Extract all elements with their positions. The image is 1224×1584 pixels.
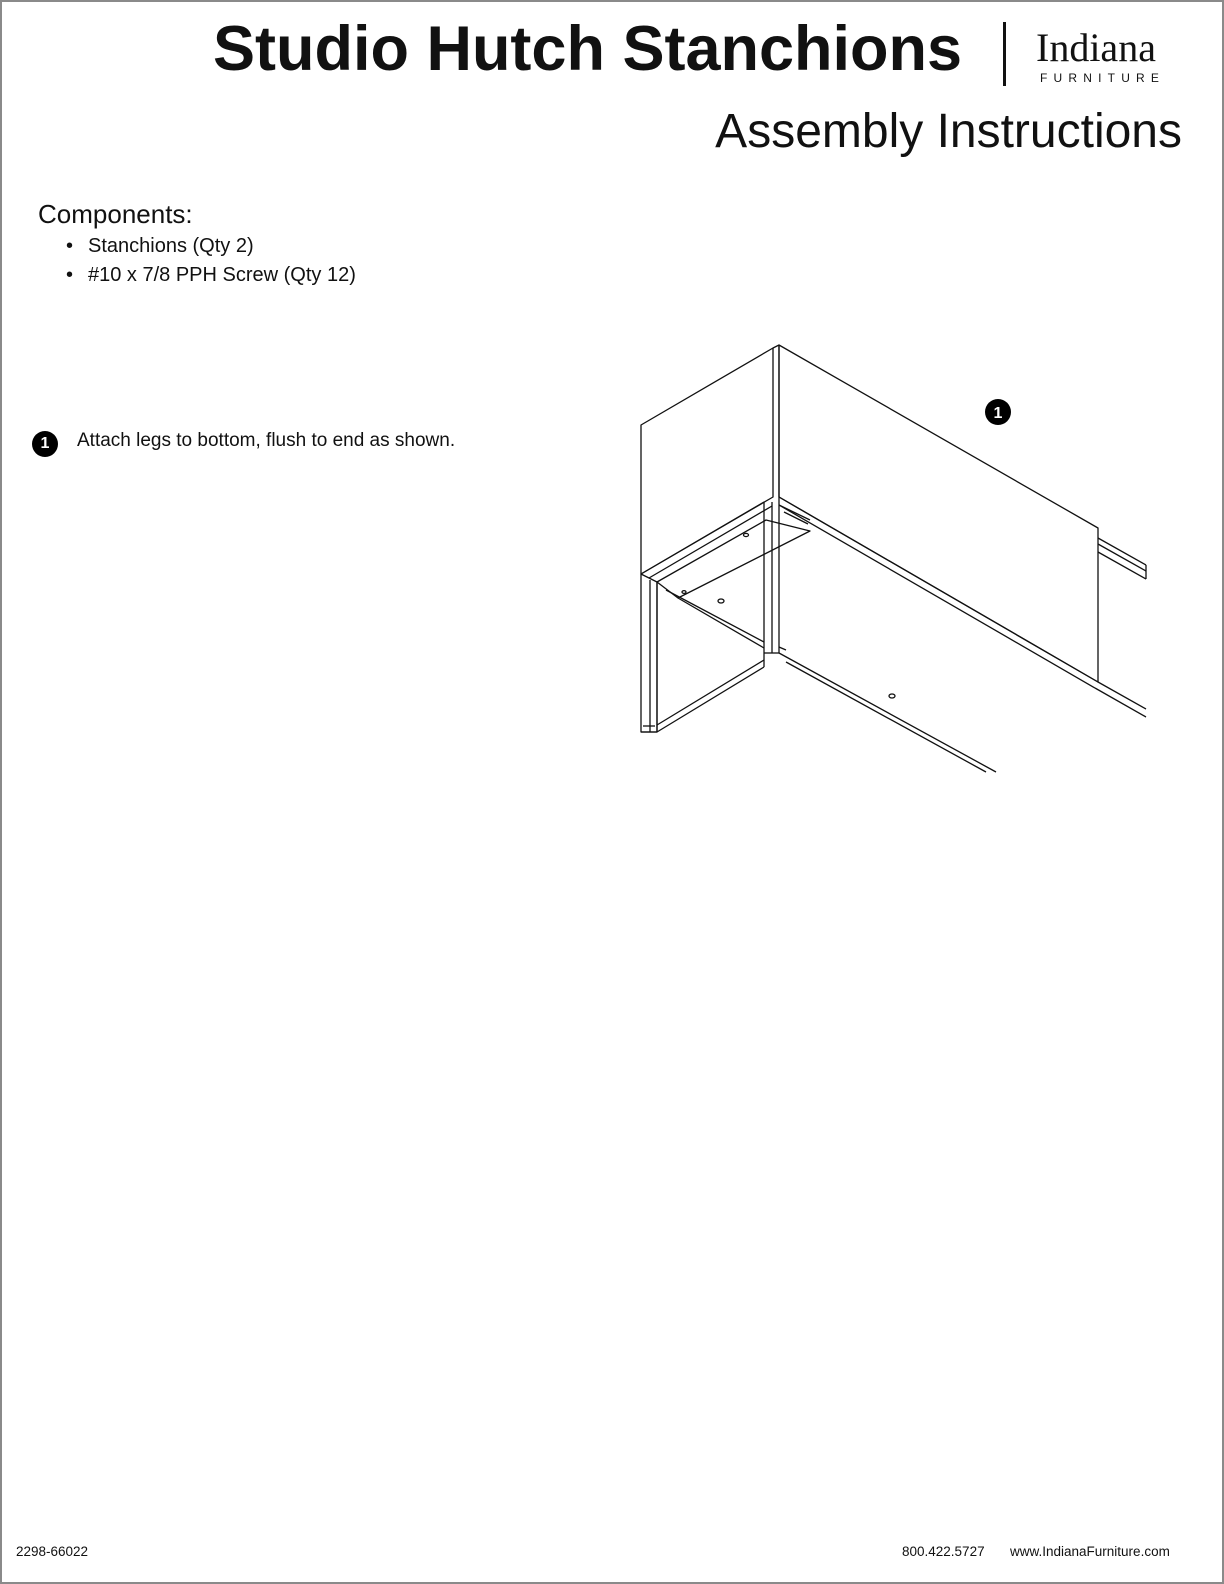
leg-frame-left — [641, 574, 657, 732]
bullet-icon: • — [66, 235, 74, 257]
component-item — [66, 235, 356, 264]
component-item-text: #10 x 7/8 PPH Screw (Qty 12) — [88, 264, 356, 286]
screw-hole — [889, 694, 895, 698]
components-heading: Components: — [38, 199, 193, 229]
phone-number: 800.422.5727 — [902, 1544, 985, 1559]
step-instruction-text: Attach legs to bottom, flush to end as shown. — [77, 430, 456, 451]
component-item-text: Stanchions (Qty 2) — [88, 235, 254, 257]
title-divider — [1003, 22, 1006, 86]
mounting-bracket — [657, 520, 810, 598]
diagram-callout-number: 1 — [993, 405, 1003, 422]
stanchion-left-face — [641, 348, 773, 574]
components-list — [66, 235, 356, 293]
bullet-icon: • — [66, 264, 74, 286]
document-title: Studio Hutch Stanchions — [213, 14, 962, 84]
screw-hole — [718, 599, 724, 603]
component-item — [66, 264, 356, 293]
screw-hole — [744, 533, 749, 536]
brand-logo-name: Indiana — [1036, 25, 1156, 70]
part-number: 2298-66022 — [16, 1544, 89, 1559]
screw-hole — [682, 591, 686, 594]
document-subtitle: Assembly Instructions — [715, 105, 1182, 158]
step-number-badge: 1 — [32, 431, 58, 457]
diagram-callout — [985, 399, 1011, 425]
hutch-front-face — [779, 345, 1098, 682]
assembly-diagram — [600, 330, 1160, 790]
brand-logo-subtext: FURNITURE — [1040, 71, 1166, 85]
website-link[interactable]: www.IndianaFurniture.com — [1010, 1544, 1170, 1559]
